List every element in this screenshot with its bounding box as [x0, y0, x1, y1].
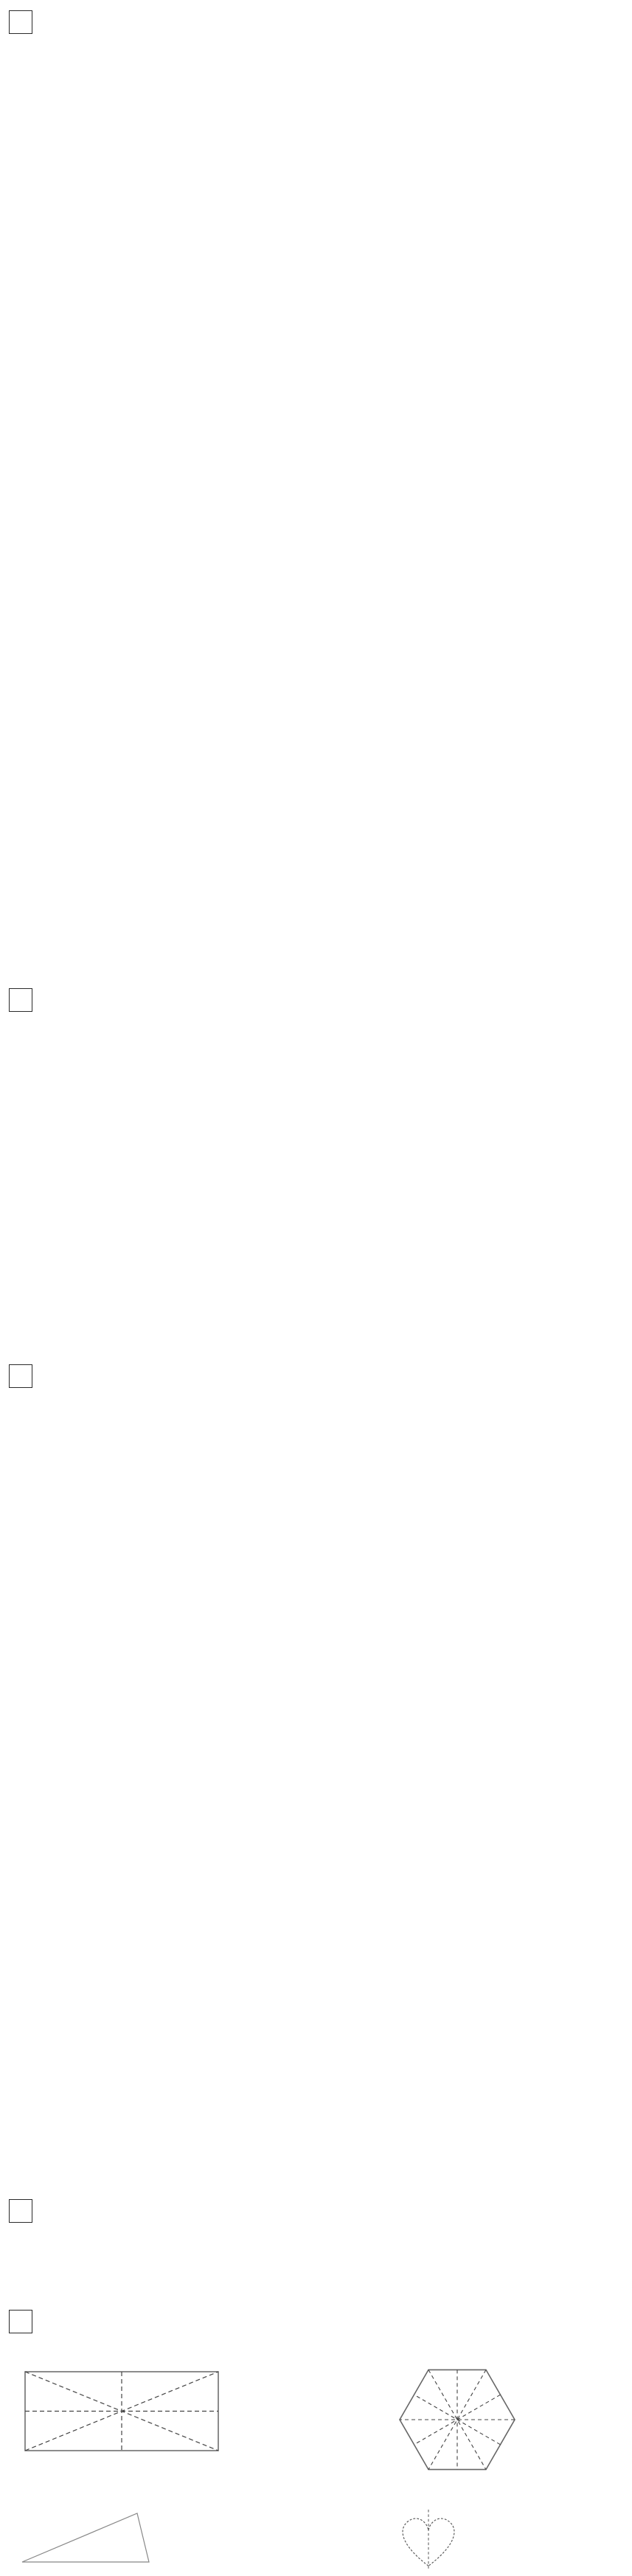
problem-2-number — [9, 988, 32, 1012]
problem-3-number — [9, 1364, 32, 1388]
hexagon-with-axes-figure — [372, 2357, 542, 2486]
triangle-figure — [19, 2509, 156, 2570]
heart-with-axis-figure — [389, 2507, 468, 2576]
problem-4-number — [9, 2199, 32, 2223]
problem-5-number — [9, 2310, 32, 2333]
problem-1-number — [9, 10, 32, 34]
square-with-axes-figure — [22, 2369, 221, 2457]
